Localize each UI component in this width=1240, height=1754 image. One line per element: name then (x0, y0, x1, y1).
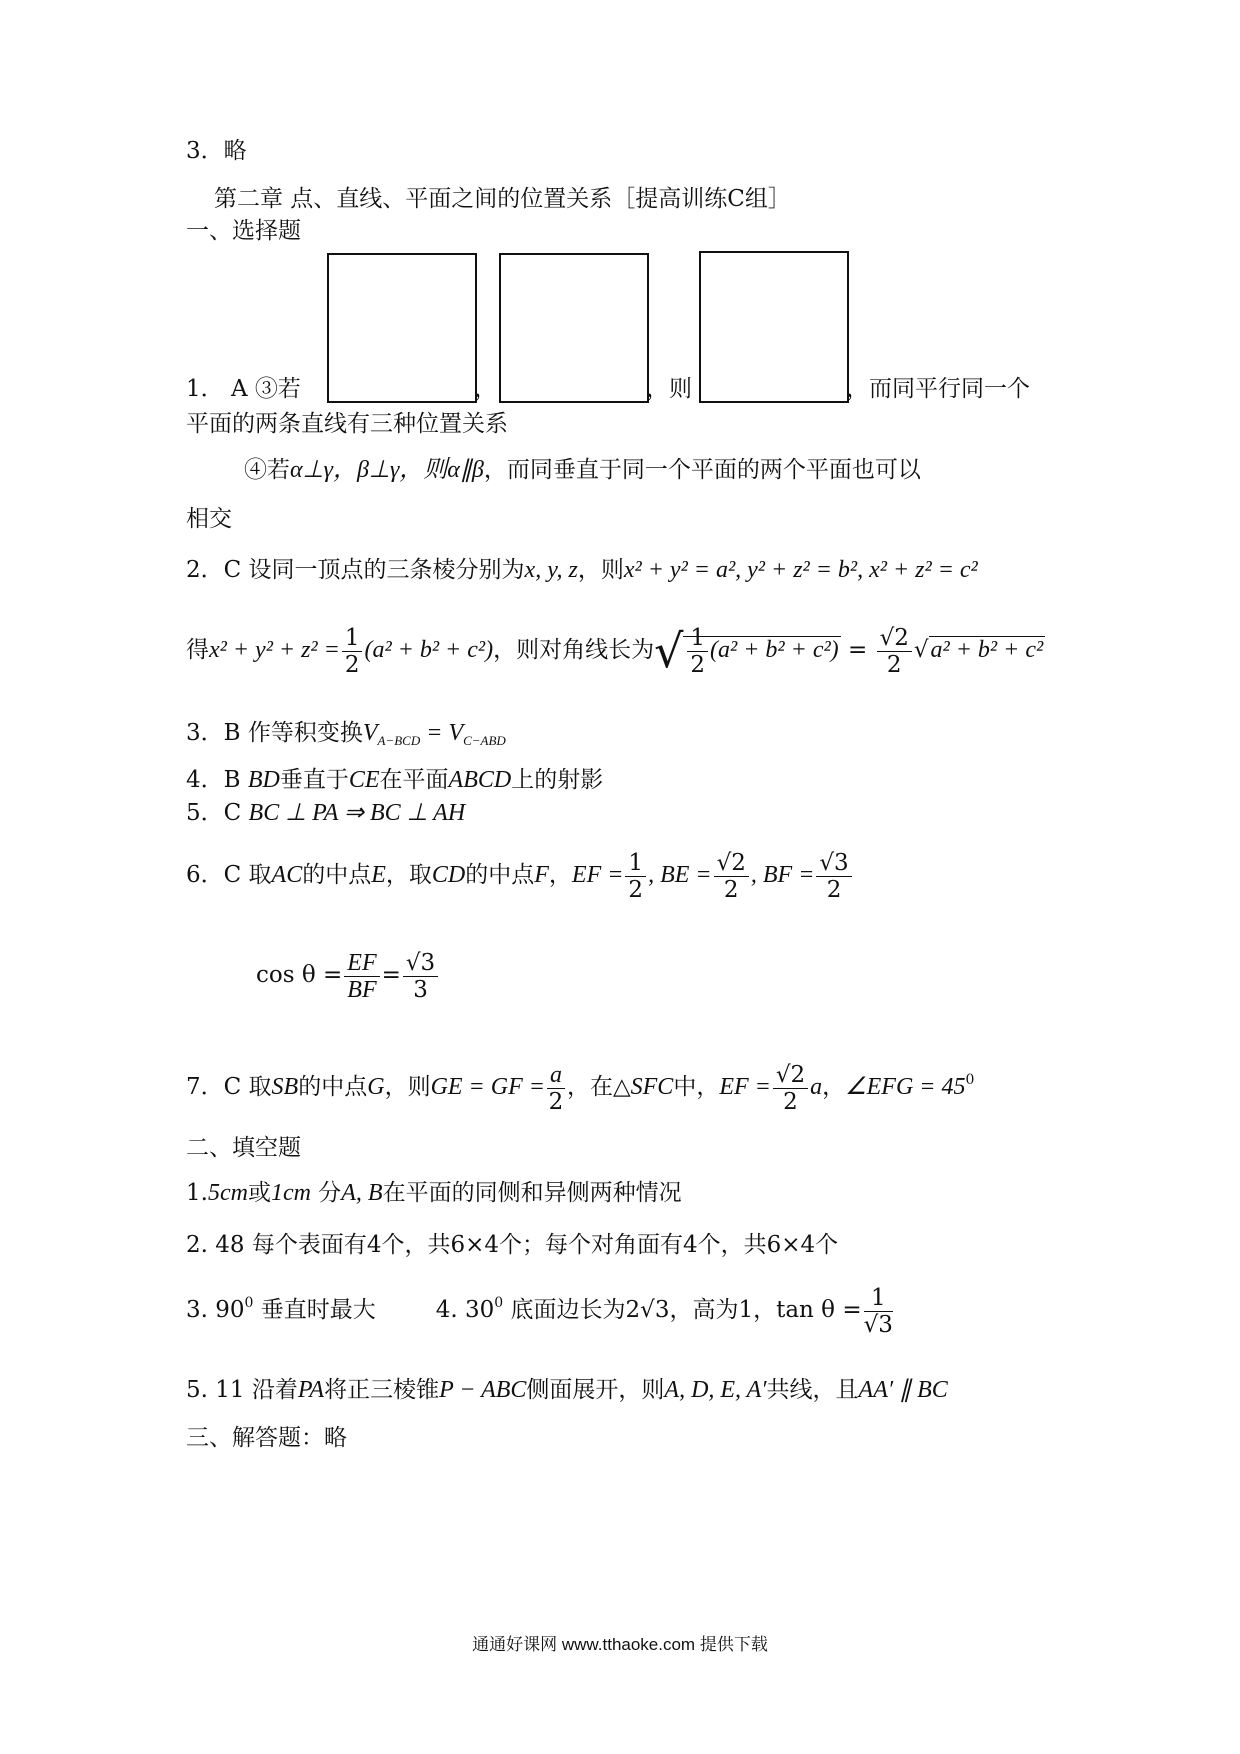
q3: 3．B 作等积变换$V_{A-BCD} = V_{C-ABD}$ (186, 720, 506, 748)
q1-tail: ，而同平行同一个 (846, 376, 1030, 402)
section-choice: 一、选择题 (186, 218, 301, 244)
q1-comma2: ，则 (646, 376, 692, 402)
q2-head: 2．C 设同一顶点的三条棱分别为 (186, 557, 525, 583)
q2-sqrt-sign: √ (913, 637, 929, 663)
q2-line2-b: ，则对角线长为 (493, 637, 655, 663)
q2-line1 (186, 555, 978, 585)
fill-3-4: 3. $90^0$ 垂直时最大 4. $30^0$ 底面边长为2√3，高为1，tan θ = $\frac{1}{√3}$ (186, 1284, 893, 1338)
q5: 5．C BC ⊥ PA ⇒ BC ⊥ AH (186, 800, 466, 826)
radical-sign: √ (654, 624, 684, 678)
q2-line2-a: 得 (186, 637, 209, 663)
section-answer: 三、解答题：略 (186, 1425, 347, 1451)
fill-5: 5. 11 沿着PA将正三棱锥P − ABC侧面展开，则A, D, E, A′共线，且AA′ ∥ BC (186, 1377, 948, 1403)
fill-2: 2. 48 每个表面有4个，共6×4个；每个对角面有4个，共6×4个 (186, 1232, 839, 1258)
footer: 通通好课网 www.tthaoke.com 提供下载 (472, 1635, 768, 1654)
q1-line3-b: ，而同垂直于同一个平面的两个平面也可以 (483, 457, 921, 483)
q1-line3 (244, 455, 921, 485)
top-line: 3．略 (186, 138, 247, 164)
q2-eq1: x² + y² = a², y² + z² = b², x² + z² = c² (623, 557, 978, 583)
q1-line4: 相交 (186, 506, 232, 532)
q2-vars: x, y, z (524, 557, 578, 583)
q2-line2 (186, 620, 1045, 681)
q4: 4．B BD垂直于CE在平面ABCD上的射影 (186, 767, 604, 793)
q2-radsum: a² + b² + c² (930, 637, 1044, 663)
q1-line3-a: ④若 (244, 457, 290, 483)
q1-comma1: ， (474, 376, 497, 402)
q2-mid: ，则 (577, 557, 624, 583)
fill-1: 1.5cm或1cm 分A, B在平面的同侧和异侧两种情况 (186, 1180, 682, 1206)
q2-half: $\frac{1}{2}$ (342, 625, 363, 678)
q2-radicand: $\frac{1}{2}$ (a² + b² + c²) (683, 636, 840, 663)
q1-line3-math: α⊥γ，β⊥γ，则α∥β (290, 457, 484, 483)
q1-num: 1． A ③若 (186, 376, 301, 402)
q6-line1: 6．C 取AC的中点E，取CD的中点F，EF = $\frac{1}{2}$ , BE = $\frac{√2}{2}$ , BF = $\frac{√3}{2}$ (186, 845, 854, 905)
q2-rt2-over-2: $\frac{√2}{2}$ (877, 625, 912, 678)
figure-box-3 (699, 251, 849, 403)
q6-line2: cos θ = $\frac{EF}{BF}$ = $\frac{√3}{3}$ (256, 945, 440, 1005)
chapter-title: 第二章 点、直线、平面之间的位置关系［提高训练C组］ (214, 186, 791, 212)
q1-line2: 平面的两条直线有三种位置关系 (186, 411, 508, 437)
q2-eq-sign: = (847, 637, 868, 663)
q7: 7．C 取SB的中点G，则GE = GF = $\frac{a}{2}$ ，在△SFC中，EF = $\frac{√2}{2}$ a，∠EFG = $45^0$ (186, 1061, 975, 1115)
figure-box-1 (327, 253, 477, 403)
section-fill: 二、填空题 (186, 1135, 301, 1161)
q2-sum: (a² + b² + c²) (364, 637, 494, 663)
q2-lhs: x² + y² + z² = (209, 637, 340, 663)
figure-box-2 (499, 253, 649, 403)
